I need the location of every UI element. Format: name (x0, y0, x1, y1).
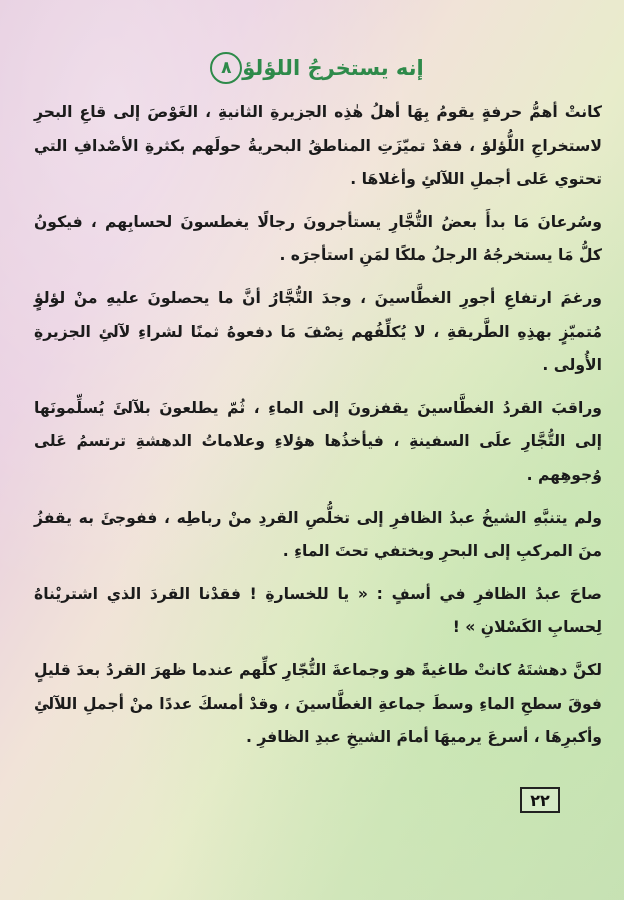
paragraph: وسُرعانَ مَا بدأَ بعضُ التُّجَّارِ يستأجرونَ رجالًا يغطسونَ لحسابِهم ، فيكونُ كلُّ مَا يستخرجُهُ الرجلُ ملكًا لمَنِ استأجرَه . (34, 212, 602, 265)
story-text (34, 96, 602, 764)
paragraph: لكنَّ دهشتَهُ كانتْ طاغيةً هو وجماعةَ التُّجّارِ كلِّهم عندما ظهرَ القردُ بعدَ قليلٍ فوقَ سطحِ الماءِ وسطَ جماعةِ الغطَّاسينَ ، وقدْ أمسكَ عددًا منْ أجملِ اللآلئِ وأكبرِهَا ، أسرعَ يرميهَا أمامَ الشيخِ عبدِ الظافرِ . (34, 660, 602, 747)
page-number: ٢٢ (520, 787, 560, 813)
chapter-title: إنه يستخرجُ اللؤلؤ (242, 56, 424, 80)
paragraph: وراقبَ القردُ الغطَّاسينَ يقفزونَ إلى الماءِ ، ثُمّ يطلعونَ بلآلئَ يُسلِّمونَها إلى التُّجَّارِ علَى السفينةِ ، فيأخذُها هؤلاءِ وعلاماتُ الدهشةِ ترتسمُ عَلى وُجوهِهم . (34, 398, 602, 484)
paragraph: صاحَ عبدُ الظافرِ في أسفٍ : « يا للخسارةِ ! فقدْنا القردَ الذي اشتريْناهُ لِحسابِ الكَسْلانِ » ! (34, 584, 602, 637)
paragraph: كانتْ أهمُّ حرفةٍ يقومُ بِهَا أهلُ هٰذِه الجزيرةِ الثانيةِ ، الغَوْصَ إلى قاعِ البحرِ لاستخراجِ اللُّؤلؤ ، فقدْ تميّزَتِ المناطقُ البحريةُ حولَهم بكثرةِ الأصْدافِ التي تحتوي عَلى أجملِ اللآلئِ وأغلاهَا . (34, 103, 602, 189)
paragraph: ورغمَ ارتفاعِ أجورِ الغطَّاسينَ ، وجدَ التُّجَّارُ أنَّ ما يحصلونَ عليهِ منْ لؤلؤٍ مُتميّزٍ بهذِهِ الطَّريقةِ ، لا يُكلِّفُهم نِصْفَ مَا دفعوهُ ثمنًا لشراءِ لآلئِ الجزيرةِ الأُولى . (34, 288, 602, 375)
chapter-header (0, 50, 624, 86)
chapter-number-badge: ٨ (210, 52, 242, 84)
paragraph: ولم يتنبَّهِ الشيخُ عبدُ الظافرِ إلى تخلُّصِ القردِ منْ رباطِه ، ففوجئَ به يقفزُ منَ المركبِ إلى البحرِ ويختفي تحتَ الماءِ . (34, 508, 602, 561)
